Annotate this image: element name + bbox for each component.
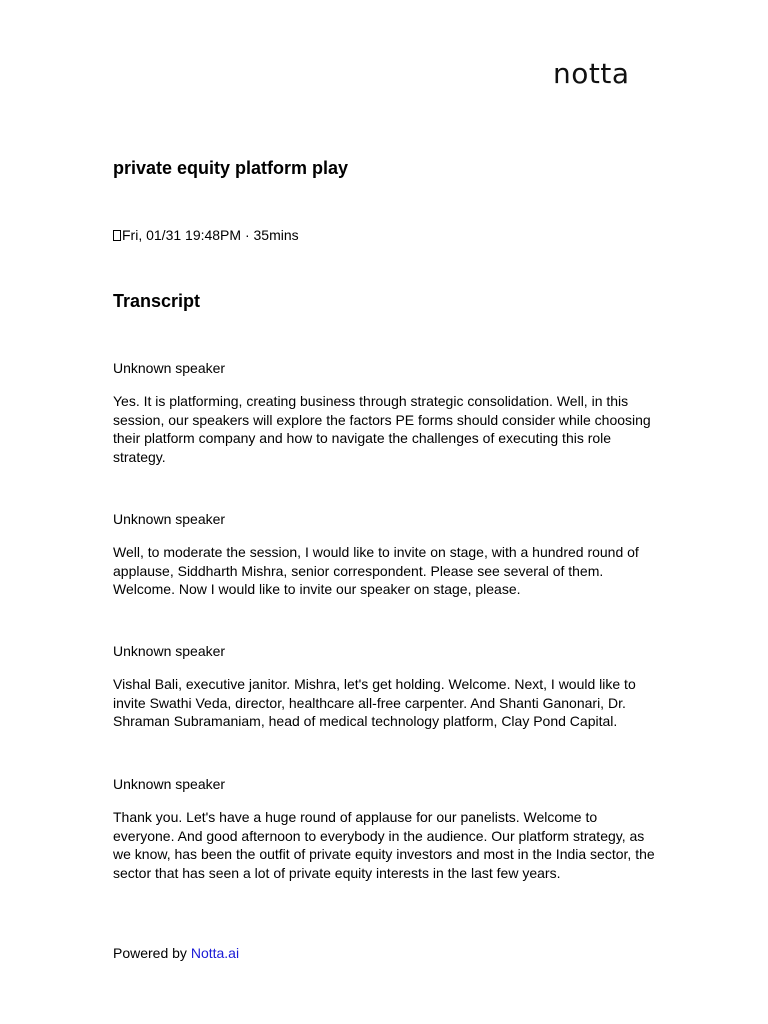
document-title: private equity platform play	[113, 158, 349, 178]
transcript-text: Yes. It is platforming, creating business through strategic consolidation. Well, in this session, our speakers will explore the factors PE forms should consider while choosing their platform company and how to navigate the challenges of executing this role strategy.	[113, 393, 651, 465]
transcript-entry	[113, 776, 658, 882]
transcript-text: Well, to moderate the session, I would like to invite on stage, with a hundred round of applause, Siddharth Mishra, senior correspondent. Please see several of them. Welcome. Now I would like to invite our speaker on stage, please.	[113, 544, 639, 597]
speaker-label: Unknown speaker	[113, 643, 226, 659]
notta-logo: notta	[553, 57, 630, 90]
calendar-icon	[113, 230, 121, 241]
powered-by-label: Powered by	[113, 945, 191, 961]
transcript-text: Thank you. Let's have a huge round of applause for our panelists. Welcome to everyone. And good afternoon to everybody in the audience. Our platform strategy, as we know, has been the outfit of private equity investors and most in the India sector, the sector that has seen a lot of private equity interests in the last few years.	[113, 809, 655, 881]
transcript-entry	[113, 511, 658, 599]
transcript-heading: Transcript	[113, 291, 201, 311]
notta-link[interactable]: Notta.ai	[190, 945, 240, 961]
transcript-entry	[113, 643, 658, 731]
speaker-label: Unknown speaker	[113, 360, 226, 376]
meeting-meta	[113, 227, 299, 244]
powered-by-footer	[113, 945, 239, 962]
speaker-label: Unknown speaker	[113, 511, 226, 527]
transcript-text: Vishal Bali, executive janitor. Mishra, let's get holding. Welcome. Next, I would like to invite Swathi Veda, director, healthcare all-free carpenter. And Shanti Ganonari, Dr. Shraman Subramaniam, head of medical technology platform, Clay Pond Capital.	[113, 676, 636, 729]
speaker-label: Unknown speaker	[113, 776, 226, 792]
transcript-entry	[113, 360, 658, 466]
meeting-datetime-duration: Fri, 01/31 19:48PM · 35mins	[122, 227, 299, 243]
